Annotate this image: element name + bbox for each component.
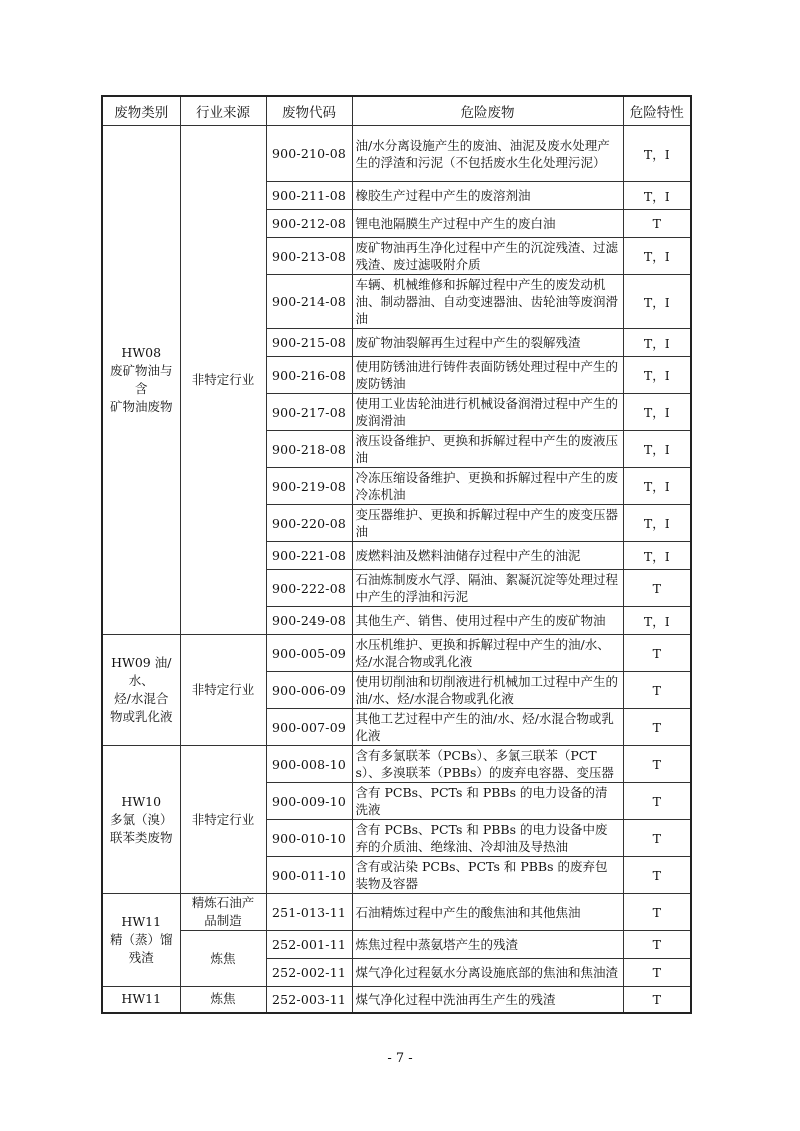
waste-category-cell: HW08 废矿物油与含 矿物油废物 xyxy=(102,126,180,635)
waste-code-cell: 900-220-08 xyxy=(266,505,352,542)
waste-description-cell: 炼焦过程中蒸氨塔产生的残渣 xyxy=(352,931,623,959)
waste-code-cell: 900-213-08 xyxy=(266,238,352,275)
waste-code-cell: 252-001-11 xyxy=(266,931,352,959)
waste-code-cell: 900-216-08 xyxy=(266,357,352,394)
waste-category-cell: HW09 油/水、 烃/水混合 物或乳化液 xyxy=(102,635,180,746)
industry-source-cell: 炼焦 xyxy=(180,931,266,987)
waste-category-cell: HW11 xyxy=(102,987,180,1013)
waste-description-cell: 液压设备维护、更换和拆解过程中产生的废液压油 xyxy=(352,431,623,468)
waste-description-cell: 油/水分离设施产生的废油、油泥及废水处理产生的浮渣和污泥（不包括废水生化处理污泥） xyxy=(352,126,623,182)
waste-category-cell: HW11 精（蒸）馏 残渣 xyxy=(102,894,180,987)
hazard-property-cell: T xyxy=(623,931,691,959)
waste-description-cell: 煤气净化过程氨水分离设施底部的焦油和焦油渣 xyxy=(352,959,623,987)
waste-code-cell: 900-006-09 xyxy=(266,672,352,709)
hazard-property-cell: T，I xyxy=(623,182,691,210)
waste-code-cell: 900-222-08 xyxy=(266,570,352,607)
hazard-property-cell: T，I xyxy=(623,607,691,635)
table-row xyxy=(102,987,691,1013)
waste-code-cell: 900-218-08 xyxy=(266,431,352,468)
waste-code-cell: 900-005-09 xyxy=(266,635,352,672)
waste-code-cell: 900-008-10 xyxy=(266,746,352,783)
waste-description-cell: 其他工艺过程中产生的油/水、烃/水混合物或乳化液 xyxy=(352,709,623,746)
waste-description-cell: 变压器维护、更换和拆解过程中产生的废变压器油 xyxy=(352,505,623,542)
waste-code-cell: 252-002-11 xyxy=(266,959,352,987)
hazard-property-cell: T xyxy=(623,783,691,820)
hazard-property-cell: T，I xyxy=(623,505,691,542)
page-number: - 7 - xyxy=(387,1051,413,1066)
hazard-property-cell: T xyxy=(623,210,691,238)
waste-code-cell: 900-217-08 xyxy=(266,394,352,431)
hazard-property-cell: T xyxy=(623,857,691,894)
waste-code-cell: 251-013-11 xyxy=(266,894,352,931)
waste-description-cell: 废燃料油及燃料油储存过程中产生的油泥 xyxy=(352,542,623,570)
table-row xyxy=(102,894,691,931)
header-hazardous-waste: 危险废物 xyxy=(352,96,623,126)
hazard-property-cell: T，I xyxy=(623,238,691,275)
waste-description-cell: 使用切削油和切削液进行机械加工过程中产生的油/水、烃/水混合物或乳化液 xyxy=(352,672,623,709)
hazard-property-cell: T，I xyxy=(623,275,691,329)
hazard-property-cell: T xyxy=(623,820,691,857)
waste-code-cell: 900-214-08 xyxy=(266,275,352,329)
waste-code-cell: 900-215-08 xyxy=(266,329,352,357)
industry-source-cell: 精炼石油产 品制造 xyxy=(180,894,266,931)
table-body xyxy=(102,126,691,1013)
header-hazard-property: 危险特性 xyxy=(623,96,691,126)
hazard-property-cell: T xyxy=(623,635,691,672)
hazard-property-cell: T，I xyxy=(623,468,691,505)
waste-code-cell: 900-249-08 xyxy=(266,607,352,635)
waste-description-cell: 石油炼制废水气浮、隔油、絮凝沉淀等处理过程中产生的浮油和污泥 xyxy=(352,570,623,607)
table-row xyxy=(102,746,691,783)
waste-description-cell: 石油精炼过程中产生的酸焦油和其他焦油 xyxy=(352,894,623,931)
waste-description-cell: 含有多氯联苯（PCBs）、多氯三联苯（PCTs）、多溴联苯（PBBs）的废弃电容器、变压器 xyxy=(352,746,623,783)
table-row xyxy=(102,635,691,672)
waste-description-cell: 废矿物油再生净化过程中产生的沉淀残渣、过滤残渣、废过滤吸附介质 xyxy=(352,238,623,275)
waste-code-cell: 900-010-10 xyxy=(266,820,352,857)
waste-code-cell: 900-210-08 xyxy=(266,126,352,182)
hazard-property-cell: T xyxy=(623,987,691,1013)
waste-description-cell: 锂电池隔膜生产过程中产生的废白油 xyxy=(352,210,623,238)
header-industry-source: 行业来源 xyxy=(180,96,266,126)
industry-source-cell: 非特定行业 xyxy=(180,126,266,635)
hazard-property-cell: T xyxy=(623,709,691,746)
waste-code-cell: 900-221-08 xyxy=(266,542,352,570)
waste-description-cell: 含有 PCBs、PCTs 和 PBBs 的电力设备的清洗液 xyxy=(352,783,623,820)
hazard-property-cell: T，I xyxy=(623,126,691,182)
waste-code-cell: 900-219-08 xyxy=(266,468,352,505)
hazard-property-cell: T xyxy=(623,570,691,607)
waste-description-cell: 含有 PCBs、PCTs 和 PBBs 的电力设备中废弃的介质油、绝缘油、冷却油及导热油 xyxy=(352,820,623,857)
waste-description-cell: 使用防锈油进行铸件表面防锈处理过程中产生的废防锈油 xyxy=(352,357,623,394)
hazard-property-cell: T，I xyxy=(623,394,691,431)
waste-code-cell: 900-007-09 xyxy=(266,709,352,746)
hazard-property-cell: T xyxy=(623,894,691,931)
waste-code-cell: 900-212-08 xyxy=(266,210,352,238)
header-waste-code: 废物代码 xyxy=(266,96,352,126)
waste-description-cell: 橡胶生产过程中产生的废溶剂油 xyxy=(352,182,623,210)
waste-description-cell: 含有或沾染 PCBs、PCTs 和 PBBs 的废弃包装物及容器 xyxy=(352,857,623,894)
hazard-property-cell: T，I xyxy=(623,357,691,394)
table-header-row xyxy=(102,96,691,126)
header-waste-category: 废物类别 xyxy=(102,96,180,126)
industry-source-cell: 非特定行业 xyxy=(180,746,266,894)
hazard-property-cell: T，I xyxy=(623,431,691,468)
hazard-property-cell: T xyxy=(623,959,691,987)
waste-code-cell: 900-011-10 xyxy=(266,857,352,894)
hazard-property-cell: T xyxy=(623,746,691,783)
hazardous-waste-table xyxy=(101,95,692,1014)
hazard-property-cell: T，I xyxy=(623,329,691,357)
industry-source-cell: 炼焦 xyxy=(180,987,266,1013)
waste-description-cell: 水压机维护、更换和拆解过程中产生的油/水、烃/水混合物或乳化液 xyxy=(352,635,623,672)
waste-description-cell: 其他生产、销售、使用过程中产生的废矿物油 xyxy=(352,607,623,635)
hazard-property-cell: T，I xyxy=(623,542,691,570)
waste-code-cell: 900-211-08 xyxy=(266,182,352,210)
industry-source-cell: 非特定行业 xyxy=(180,635,266,746)
waste-description-cell: 使用工业齿轮油进行机械设备润滑过程中产生的废润滑油 xyxy=(352,394,623,431)
waste-code-cell: 900-009-10 xyxy=(266,783,352,820)
waste-description-cell: 废矿物油裂解再生过程中产生的裂解残渣 xyxy=(352,329,623,357)
waste-code-cell: 252-003-11 xyxy=(266,987,352,1013)
hazard-property-cell: T xyxy=(623,672,691,709)
waste-description-cell: 车辆、机械维修和拆解过程中产生的废发动机油、制动器油、自动变速器油、齿轮油等废润滑油 xyxy=(352,275,623,329)
table-row xyxy=(102,126,691,182)
table-row xyxy=(102,931,691,959)
waste-description-cell: 冷冻压缩设备维护、更换和拆解过程中产生的废冷冻机油 xyxy=(352,468,623,505)
waste-category-cell: HW10 多氯（溴） 联苯类废物 xyxy=(102,746,180,894)
waste-description-cell: 煤气净化过程中洗油再生产生的残渣 xyxy=(352,987,623,1013)
